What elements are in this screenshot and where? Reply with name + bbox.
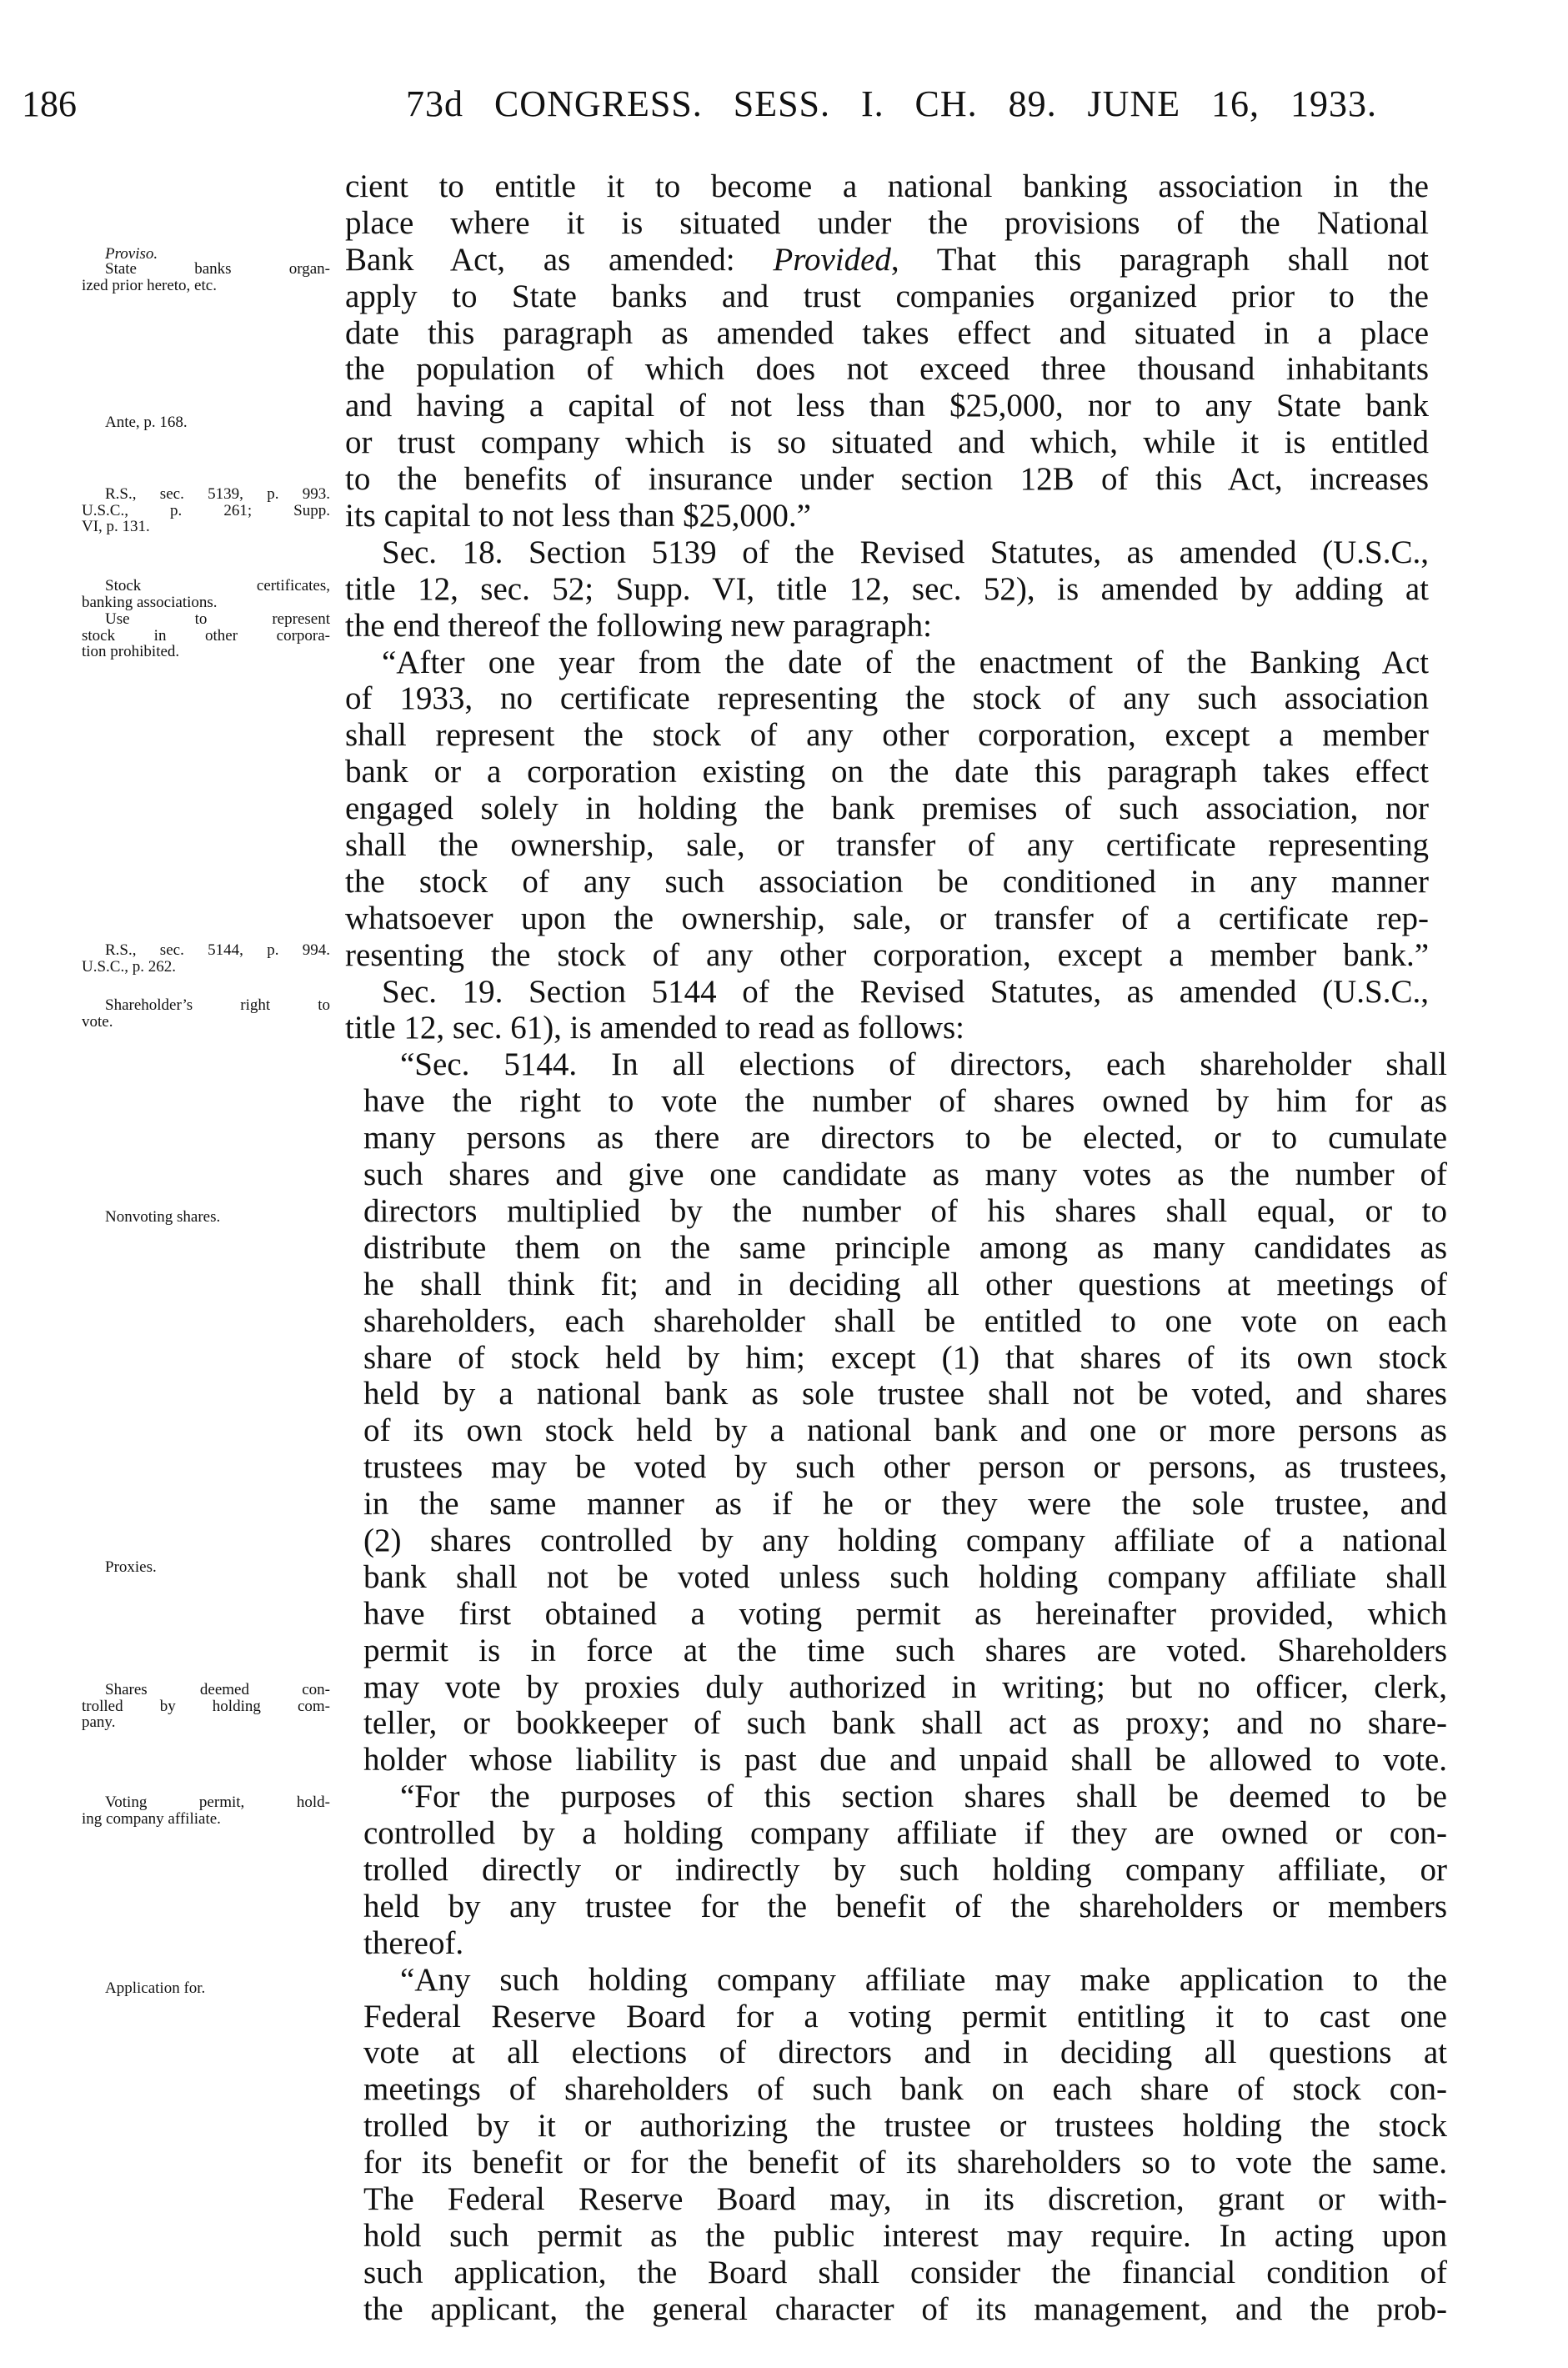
text-line: The Federal Reserve Board may, in its discretion, grant or with- xyxy=(363,2180,1447,2217)
margin-note-line: tion prohibited. xyxy=(82,643,180,660)
text-line: shall the ownership, sale, or transfer of any certificate representing xyxy=(345,827,1429,864)
margin-note-line: banking associations. xyxy=(82,593,218,611)
text-line: controlled by a holding company affiliate if they are owned or con- xyxy=(363,1815,1447,1852)
text-line: bank shall not be voted unless such holding company affiliate shall xyxy=(363,1558,1447,1595)
margin-note-line: R.S., sec. 5139, p. 993. xyxy=(105,485,330,503)
margin-note xyxy=(82,578,330,610)
margin-note xyxy=(82,1794,330,1827)
text-line: directors multiplied by the number of his shares shall equal, or to xyxy=(363,1192,1447,1229)
margin-note xyxy=(82,414,330,431)
text-line: trolled by it or authorizing the trustee or trustees holding the stock xyxy=(363,2108,1447,2145)
margin-note-line: ized prior hereto, etc. xyxy=(82,276,217,294)
margin-note-line: Proviso. xyxy=(105,245,158,263)
text-line: of its own stock held by a national bank and one or more persons as xyxy=(363,1412,1447,1449)
text-line: title 12, sec. 61), is amended to read as follows: xyxy=(345,1010,964,1046)
text-line: may vote by proxies duly authorized in writing; but no officer, clerk, xyxy=(363,1668,1447,1705)
text-line: resenting the stock of any other corporation, except a member bank.” xyxy=(345,936,1429,973)
text-line: trolled directly or indirectly by such holding company affiliate, or xyxy=(363,1851,1447,1888)
text-line: such shares and give one candidate as many votes as the number of xyxy=(363,1156,1447,1193)
running-head: 73d CONGRESS. SESS. I. CH. 89. JUNE 16, 1933. xyxy=(406,83,1377,124)
margin-note xyxy=(82,1980,330,1997)
margin-note xyxy=(82,611,330,660)
text-line: permit is in force at the time such shares are voted. Shareholders xyxy=(363,1632,1447,1668)
text-line: date this paragraph as amended takes effect and situated in a place xyxy=(345,314,1429,351)
margin-note xyxy=(82,261,330,293)
text-line: held by a national bank as sole trustee shall not be voted, and shares xyxy=(363,1376,1447,1412)
margin-note-line: State banks organ- xyxy=(105,260,330,278)
page-number: 186 xyxy=(22,83,77,124)
margin-note-line: Ante, p. 168. xyxy=(105,414,188,431)
text-line: Federal Reserve Board for a voting permit entitling it to cast one xyxy=(363,1998,1447,2034)
text-line: cient to entitle it to become a national banking association in the xyxy=(345,168,1429,204)
text-line: bank or a corporation existing on the date this paragraph takes effect xyxy=(345,754,1429,790)
italic-text: Provided xyxy=(773,241,891,278)
margin-note-line: Use to represent xyxy=(105,610,330,628)
text-line: place where it is situated under the provisions of the National xyxy=(345,204,1429,241)
margin-note-line: ing company affiliate. xyxy=(82,1809,221,1828)
margin-note xyxy=(82,997,330,1030)
text-line: vote at all elections of directors and in deciding all questions at xyxy=(363,2034,1447,2071)
margin-note-line: Stock certificates, xyxy=(105,577,330,595)
text-line: shareholders, each shareholder shall be entitled to one vote on each xyxy=(363,1302,1447,1339)
margin-note-line: Voting permit, hold- xyxy=(105,1794,330,1811)
margin-note xyxy=(82,1682,330,1731)
text-line: such application, the Board shall consider the financial condition of xyxy=(363,2254,1447,2290)
text-line: teller, or bookkeeper of such bank shall act as proxy; and no share- xyxy=(363,1705,1447,1742)
margin-note-line: Application for. xyxy=(105,1979,206,1997)
text-line xyxy=(345,242,1429,278)
text-line: share of stock held by him; except (1) that shares of its own stock xyxy=(363,1339,1447,1376)
margin-note-line: U.S.C., p. 261; Supp. xyxy=(82,501,330,519)
margin-note-line: Shares deemed con- xyxy=(105,1681,330,1698)
margin-note-line: Proxies. xyxy=(105,1558,157,1576)
text-line: shall represent the stock of any other corporation, except a member xyxy=(345,717,1429,754)
text-line: have the right to vote the number of shares owned by him for as xyxy=(363,1083,1447,1120)
margin-note-line: Nonvoting shares. xyxy=(105,1208,221,1226)
text-line: thereof. xyxy=(363,1924,464,1961)
margin-note-line: stock in other corpora- xyxy=(82,626,330,645)
text-line: trustees may be voted by such other person or persons, as trustees, xyxy=(363,1449,1447,1486)
text-line: Sec. 18. Section 5139 of the Revised Statutes, as amended (U.S.C., xyxy=(382,534,1429,570)
text-line: engaged solely in holding the bank premises of such association, nor xyxy=(345,790,1429,827)
text-line: (2) shares controlled by any holding company affiliate of a national xyxy=(363,1522,1447,1558)
text-line: title 12, sec. 52; Supp. VI, title 12, sec. 52), is amended by adding at xyxy=(345,570,1429,607)
margin-note-line: vote. xyxy=(82,1012,113,1031)
margin-note-line: Shareholder’s right to xyxy=(105,996,330,1014)
text-line: he shall think fit; and in deciding all other questions at meetings of xyxy=(363,1266,1447,1302)
text-line: “Any such holding company affiliate may make application to the xyxy=(400,1961,1447,1998)
text-line: the applicant, the general character of its management, and the prob- xyxy=(363,2290,1447,2327)
text-line: or trust company which is so situated and which, while it is entitled xyxy=(345,424,1429,461)
margin-note xyxy=(82,1209,330,1226)
text-line: apply to State banks and trust companies organized prior to the xyxy=(345,278,1429,314)
margin-note-line: VI, p. 131. xyxy=(82,518,150,535)
text-line: “After one year from the date of the enactment of the Banking Act xyxy=(382,644,1429,680)
text-line: Sec. 19. Section 5144 of the Revised Statutes, as amended (U.S.C., xyxy=(382,973,1429,1010)
margin-note xyxy=(82,486,330,535)
margin-note-line: pany. xyxy=(82,1713,116,1731)
text-line: distribute them on the same principle among as many candidates as xyxy=(363,1229,1447,1266)
text-line: for its benefit or for the benefit of its shareholders so to vote the same. xyxy=(363,2145,1447,2181)
text-line: of 1933, no certificate representing the stock of any such association xyxy=(345,680,1429,717)
statute-text xyxy=(345,168,1447,2328)
text-line: whatsoever upon the ownership, sale, or transfer of a certificate rep- xyxy=(345,900,1429,936)
margin-note-line: U.S.C., p. 262. xyxy=(82,957,176,976)
text-line: held by any trustee for the benefit of the shareholders or members xyxy=(363,1888,1447,1924)
margin-note xyxy=(82,1559,330,1576)
text-line: meetings of shareholders of such bank on each share of stock con- xyxy=(363,2071,1447,2108)
text-line: to the benefits of insurance under section 12B of this Act, increases xyxy=(345,461,1429,498)
text-line: in the same manner as if he or they were the sole trustee, and xyxy=(363,1486,1447,1523)
margin-note-line: R.S., sec. 5144, p. 994. xyxy=(105,941,330,959)
margin-note-line: trolled by holding com- xyxy=(82,1697,330,1715)
margin-note xyxy=(82,942,330,975)
text-line: the stock of any such association be conditioned in any manner xyxy=(345,863,1429,900)
text-line: many persons as there are directors to be elected, or to cumulate xyxy=(363,1120,1447,1156)
text-segment: Bank Act, as amended: xyxy=(345,241,774,278)
text-line: “For the purposes of this section shares shall be deemed to be xyxy=(400,1779,1447,1815)
text-segment: , That this paragraph shall not xyxy=(890,241,1429,278)
text-line: holder whose liability is past due and unpaid shall be allowed to vote. xyxy=(363,1742,1447,1779)
text-line: and having a capital of not less than $25,000, nor to any State bank xyxy=(345,388,1429,424)
text-line: have first obtained a voting permit as hereinafter provided, which xyxy=(363,1595,1447,1632)
text-line: the population of which does not exceed three thousand inhabitants xyxy=(345,351,1429,388)
text-line: hold such permit as the public interest may require. In acting upon xyxy=(363,2217,1447,2254)
text-line: “Sec. 5144. In all elections of directors, each shareholder shall xyxy=(400,1046,1447,1083)
text-line: its capital to not less than $25,000.” xyxy=(345,498,811,534)
text-line: the end thereof the following new paragraph: xyxy=(345,607,932,644)
